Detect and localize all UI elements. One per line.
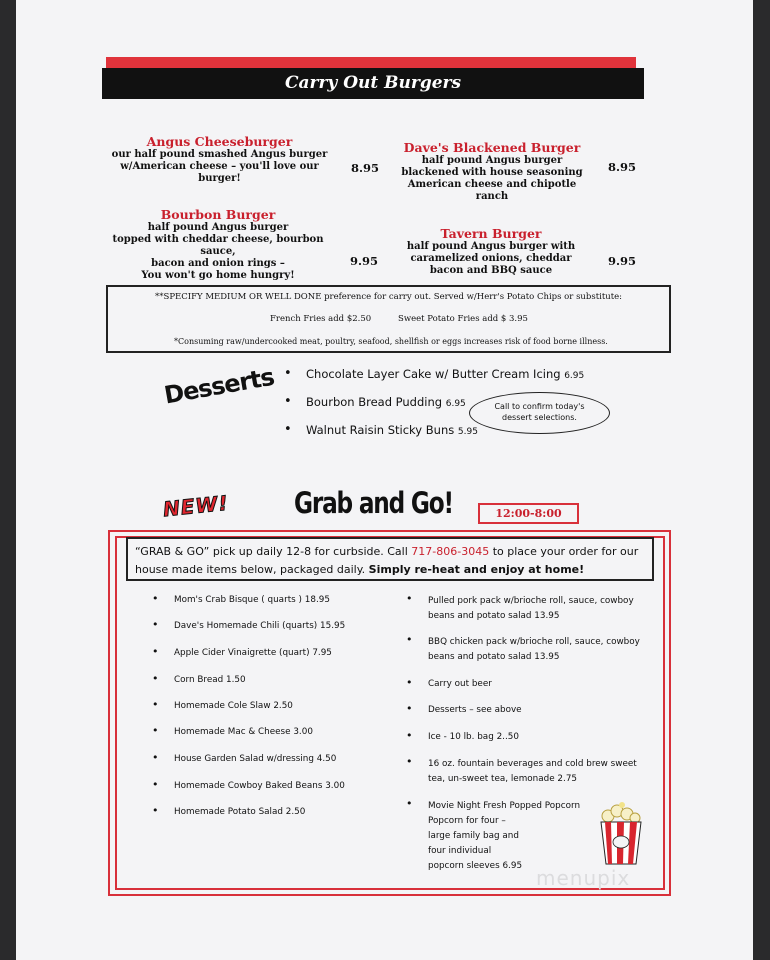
dessert-item: Chocolate Layer Cake w/ Butter Cream Icing 6.95 — [306, 367, 585, 381]
burger-desc: half pound Angus burger — [147, 222, 289, 233]
bullet-icon: • — [152, 698, 159, 711]
menu-page — [16, 0, 753, 960]
burger-item — [401, 227, 581, 277]
grab-item: Homemade Cole Slaw 2.50 — [174, 701, 293, 711]
grab-item: Movie Night Fresh Popped Popcorn Popcorn for four – large family bag and four individual popcorn sleeves 6.95 — [428, 801, 581, 871]
grab-item: BBQ chicken pack w/brioche roll, sauce, cowboy beans and potato salad 13.95 — [428, 637, 640, 662]
phone-number[interactable]: 717-806-3045 — [411, 545, 490, 558]
bullet-icon: • — [406, 676, 413, 689]
fries-option: French Fries add $2.50 — [270, 314, 372, 324]
burger-desc: blackened with house seasoning — [401, 167, 583, 178]
bullet-icon: • — [406, 797, 413, 810]
burger-desc: our half pound smashed Angus burger — [111, 149, 328, 160]
grab-item: Homemade Potato Salad 2.50 — [174, 807, 306, 817]
grab-left-list — [152, 592, 392, 832]
burger-desc: half pound Angus burger with — [406, 241, 576, 252]
burger-name: Angus Cheeseburger — [146, 134, 293, 149]
dessert-note: Call to confirm today's dessert selections. — [469, 392, 610, 434]
burger-name: Tavern Burger — [440, 226, 542, 241]
new-label: NEW! — [161, 490, 230, 522]
grab-item: 16 oz. fountain beverages and cold brew sweet tea, un-sweet tea, lemonade 2.75 — [428, 759, 637, 784]
grab-item: Homemade Mac & Cheese 3.00 — [174, 727, 313, 737]
header-accent-bar — [106, 57, 636, 68]
bullet-icon: • — [152, 592, 159, 605]
grab-item: Pulled pork pack w/brioche roll, sauce, cowboy beans and potato salad 13.95 — [428, 596, 634, 621]
burger-name: Bourbon Burger — [160, 207, 276, 222]
bullet-icon: • — [406, 592, 413, 605]
grab-item: Apple Cider Vinaigrette (quart) 7.95 — [174, 648, 332, 658]
health-warning: *Consuming raw/undercooked meat, poultry, seafood, shellfish or eggs increases risk of food borne illness. — [174, 337, 608, 346]
specify-note: **SPECIFY MEDIUM OR WELL DONE preference for carry out. Served w/Herr's Potato Chips or substitute: — [155, 292, 623, 302]
grab-item: Dave's Homemade Chili (quarts) 15.95 — [174, 621, 346, 631]
grab-item: House Garden Salad w/dressing 4.50 — [174, 754, 337, 764]
notes-box — [106, 285, 671, 353]
burger-desc: caramelized onions, cheddar — [410, 253, 572, 264]
dessert-item: Bourbon Bread Pudding 6.95 — [306, 395, 466, 409]
section-title: Carry Out Burgers — [102, 68, 644, 99]
watermark: menupix — [536, 866, 631, 890]
bullet-icon: • — [152, 724, 159, 737]
burger-desc: topped with cheddar cheese, bourbon sauce, — [112, 234, 324, 257]
bullet-icon: • — [284, 422, 292, 437]
bullet-icon: • — [406, 702, 413, 715]
bullet-icon: • — [152, 645, 159, 658]
bullet-icon: • — [284, 394, 292, 409]
bullet-icon: • — [284, 366, 292, 381]
burger-price: 8.95 — [608, 160, 637, 174]
sweet-fries-option: Sweet Potato Fries add $ 3.95 — [398, 314, 528, 324]
burger-item — [108, 135, 331, 185]
dessert-item: Walnut Raisin Sticky Buns 5.95 — [306, 423, 478, 437]
bullet-icon: • — [406, 633, 413, 646]
bullet-icon: • — [152, 672, 159, 685]
bullet-icon: • — [406, 729, 413, 742]
burger-price: 9.95 — [608, 254, 637, 268]
burger-item — [103, 208, 333, 282]
grab-title: Grab and Go! — [294, 486, 453, 520]
intro-line: “GRAB & GO” pick up daily 12-8 for curbside. Call 717-806-3045 to place your order for our — [135, 545, 639, 558]
hours-box: 12:00-8:00 — [478, 503, 579, 524]
burger-desc: half pound Angus burger — [421, 155, 563, 166]
bullet-icon: • — [152, 804, 159, 817]
grab-item: Ice - 10 lb. bag 2..50 — [428, 732, 519, 742]
burger-desc: American cheese and chipotle ranch — [407, 179, 577, 202]
grab-item: Homemade Cowboy Baked Beans 3.00 — [174, 781, 345, 791]
grab-item: Carry out beer — [428, 679, 492, 689]
intro-line: house made items below, packaged daily. Simply re-heat and enjoy at home! — [135, 563, 585, 576]
grab-intro — [126, 537, 654, 581]
grab-item: Corn Bread 1.50 — [174, 675, 246, 685]
bullet-icon: • — [152, 618, 159, 631]
popcorn-icon — [596, 802, 646, 866]
desserts-title: Desserts — [162, 362, 276, 410]
burger-price: 9.95 — [350, 254, 379, 268]
burger-price: 8.95 — [351, 161, 380, 175]
burger-desc: w/American cheese – you'll love our burger! — [120, 161, 319, 184]
bullet-icon: • — [406, 755, 413, 768]
grab-item: Desserts – see above — [428, 705, 522, 715]
burger-desc: You won't go home hungry! — [141, 270, 295, 281]
grab-item: Mom's Crab Bisque ( quarts ) 18.95 — [174, 595, 330, 605]
burger-desc: bacon and onion rings – — [151, 258, 285, 269]
burger-desc: bacon and BBQ sauce — [429, 265, 553, 276]
burger-name: Dave's Blackened Burger — [403, 140, 581, 155]
burger-item — [392, 141, 592, 203]
bullet-icon: • — [152, 778, 159, 791]
bullet-icon: • — [152, 751, 159, 764]
